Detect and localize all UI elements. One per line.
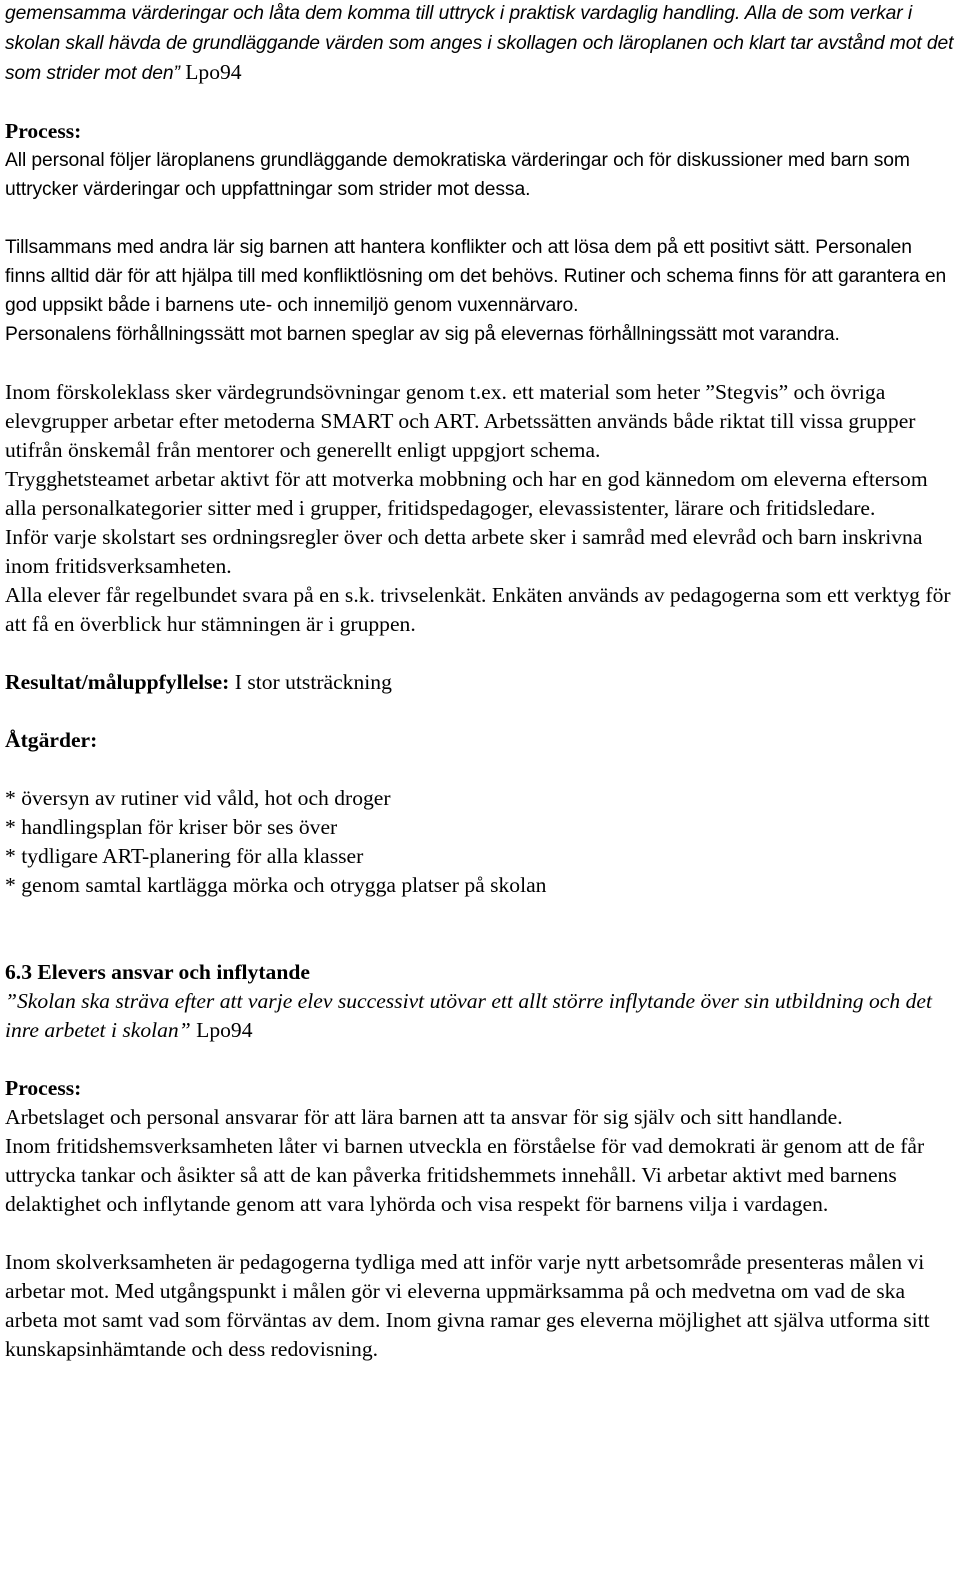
spacer <box>5 697 955 726</box>
section-b-process-heading: Process: <box>5 1076 82 1100</box>
section-b-quote-text: ”Skolan ska sträva efter att varje elev successivt utövar ett allt större inflytande över sin utbildning och det inre arbetet i skolan” <box>5 989 932 1042</box>
section-a-paragraph-1: All personal följer läroplanens grundläggande demokratiska värderingar och för diskussioner med barn som uttrycker värderingar och uppfattningar som strider mot dessa. <box>5 150 910 200</box>
section-b-paragraph-1: Arbetslaget och personal ansvarar för att lära barnen att ta ansvar för sig själv och sitt handlande. <box>5 1105 843 1129</box>
section-a-paragraph-4: Inom förskoleklass sker värdegrundsövningar genom t.ex. ett material som heter ”Stegvis” och övriga elevgrupper arbetar efter metoderna SMART och ART. Arbetssätten används både riktat till vissa grupper utifrån önskemål från mentorer och generellt enligt uppgjort schema. <box>5 380 916 462</box>
spacer <box>5 900 955 958</box>
section-a-paragraph-3: Personalens förhållningssätt mot barnen speglar av sig på elevernas förhållningssätt mot varandra. <box>5 324 840 345</box>
intro-quote-text: gemensamma värderingar och låta dem komma till uttryck i praktisk vardaglig handling. Alla de som verkar i skolan skall hävda de grundläggande värden som anges i skollagen och läroplanen och klart tar avstånd mot det som strider mot den” <box>5 3 954 84</box>
intro-quote-source: Lpo94 <box>179 60 242 84</box>
section-b-paragraph-3: Inom skolverksamheten är pedagogerna tydliga med att inför varje nytt arbetsområde presenteras målen vi arbetar mot. Med utgångspunkt i målen gör vi eleverna uppmärksamma på och medvetna om vad de ska arbeta mot samt vad som förväntas av dem. Inom givna ramar ges eleverna möjlighet att själva utforma sitt kunskapsinhämtande och dess redovisning. <box>5 1250 930 1361</box>
spacer <box>5 1219 955 1248</box>
section-a-paragraph-7: Alla elever får regelbundet svara på en s.k. trivselenkät. Enkäten används av pedagogerna som ett verktyg för att få en överblick hur stämningen är i gruppen. <box>5 583 951 636</box>
spacer <box>5 204 955 233</box>
result-value: I stor utsträckning <box>229 670 392 694</box>
section-b-paragraph-2: Inom fritidshemsverksamheten låter vi barnen utveckla en förståelse för vad demokrati är genom att de får uttrycka tankar och åsikter så att de kan påverka fritidshemmets innehåll. Vi arbetar aktivt med barnens delaktighet och inflytande genom att vara lyhörda och visa respekt för barnens vilja i vardagen. <box>5 1134 925 1216</box>
spacer <box>5 1045 955 1074</box>
section-a-paragraph-2: Tillsammans med andra lär sig barnen att hantera konflikter och att lösa dem på ett positivt sätt. Personalen finns alltid där för att hjälpa till med konfliktlösning om det behövs. Rutiner och schema finns för att garantera en god uppsikt både i barnens ute- och innemiljö genom vuxennärvaro. <box>5 237 947 316</box>
action-item: * genom samtal kartlägga mörka och otrygga platser på skolan <box>5 873 547 897</box>
actions-heading: Åtgärder: <box>5 728 98 752</box>
action-item: * handlingsplan för kriser bör ses över <box>5 815 338 839</box>
section-a-process-heading: Process: <box>5 119 82 143</box>
section-b-heading: 6.3 Elevers ansvar och inflytande <box>5 960 310 984</box>
spacer <box>5 88 955 117</box>
section-a-paragraph-5: Trygghetsteamet arbetar aktivt för att motverka mobbning och har en god kännedom om eleverna eftersom alla personalkategorier sitter med i grupper, fritidspedagoger, elevassistenter, lärare och fritidsledare. <box>5 467 928 520</box>
action-item: * tydligare ART-planering för alla klasser <box>5 844 364 868</box>
section-b-quote <box>5 987 955 1045</box>
document-page <box>5 0 955 1364</box>
spacer <box>5 349 955 378</box>
result-label: Resultat/måluppfyllelse: <box>5 670 230 694</box>
intro-quote <box>5 0 955 88</box>
result-line <box>5 668 955 697</box>
section-b-quote-source: Lpo94 <box>190 1018 253 1042</box>
section-a-paragraph-6: Inför varje skolstart ses ordningsregler över och detta arbete sker i samråd med elevråd och barn inskrivna inom fritidsverksamheten. <box>5 525 923 578</box>
spacer <box>5 755 955 784</box>
spacer <box>5 639 955 668</box>
action-item: * översyn av rutiner vid våld, hot och droger <box>5 786 391 810</box>
